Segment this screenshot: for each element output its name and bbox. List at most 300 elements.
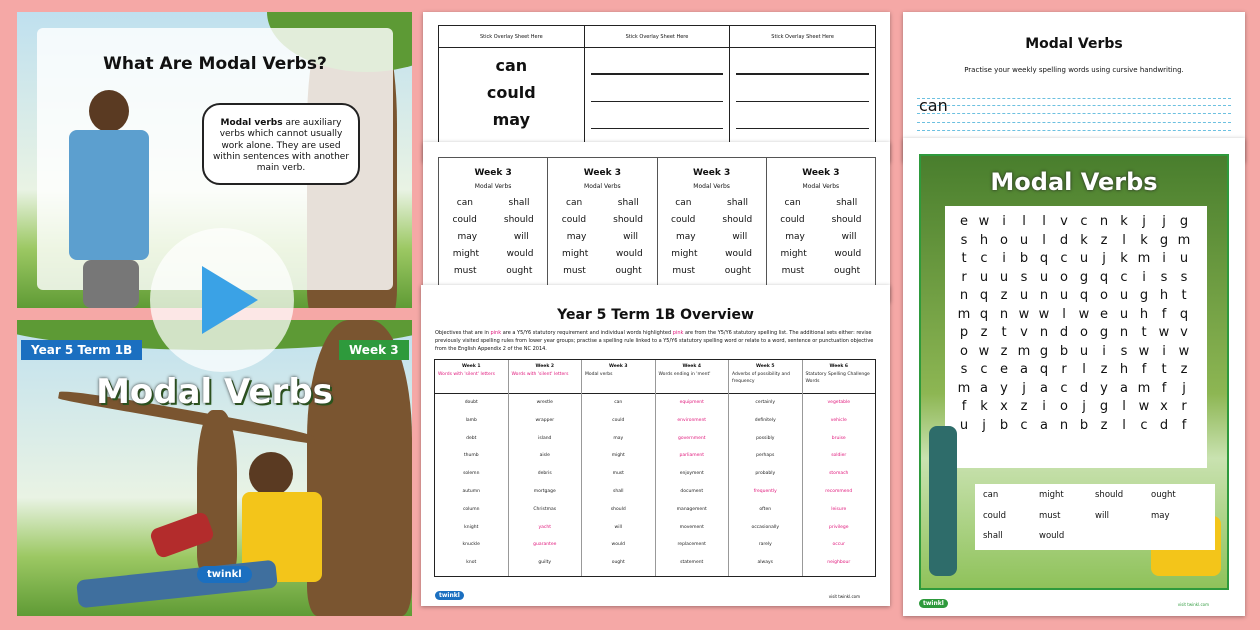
play-button[interactable] bbox=[150, 228, 294, 372]
word: must bbox=[563, 266, 586, 276]
grid-letter: c bbox=[1020, 417, 1028, 433]
grid-letter: k bbox=[1080, 232, 1088, 248]
word: could bbox=[671, 215, 696, 225]
grid-letter: f bbox=[1161, 380, 1167, 396]
overview-word: soldier bbox=[831, 453, 847, 459]
overview-word: island bbox=[538, 435, 552, 441]
grid-letter: s bbox=[960, 232, 968, 248]
week-label: Week 2 bbox=[535, 364, 555, 369]
grid-letter: f bbox=[1161, 306, 1167, 322]
overview-column-header bbox=[729, 360, 802, 394]
week-card-row bbox=[658, 232, 766, 249]
grid-letter: i bbox=[1102, 343, 1106, 359]
week-card-row bbox=[548, 232, 656, 249]
grid-letter: s bbox=[1120, 343, 1128, 359]
grid-letter: h bbox=[1159, 288, 1169, 303]
week-card-row bbox=[439, 232, 547, 249]
grid-letter: l bbox=[1042, 214, 1046, 229]
topic-label: Modal verbs bbox=[585, 372, 613, 377]
writing-lines bbox=[584, 48, 730, 148]
wordsearch-title: Modal Verbs bbox=[990, 168, 1158, 196]
week-badge: Week 3 bbox=[339, 340, 409, 360]
week-card-row bbox=[767, 266, 875, 283]
word: would bbox=[725, 249, 752, 259]
grid-letter: i bbox=[1162, 343, 1166, 359]
word: can bbox=[784, 198, 801, 208]
overview-column bbox=[435, 360, 508, 576]
overview-column bbox=[508, 360, 582, 576]
sheet-title: Modal Verbs bbox=[1025, 36, 1123, 52]
overview-word: certainly bbox=[755, 400, 776, 405]
grid-letter: m bbox=[1017, 343, 1031, 359]
overview-word: equipment bbox=[679, 400, 704, 405]
overview-column-header bbox=[582, 360, 655, 394]
overlay-header: Stick Overlay Sheet Here bbox=[584, 26, 730, 48]
overview-word: mortgage bbox=[533, 488, 556, 494]
boy-figure bbox=[929, 426, 957, 576]
grid-letter: u bbox=[959, 417, 969, 433]
word: would bbox=[834, 249, 862, 259]
overview-word: guarantee bbox=[533, 542, 557, 548]
grid-letter: g bbox=[1139, 288, 1149, 303]
overview-word: occasionally bbox=[751, 524, 780, 530]
week-card-row bbox=[658, 198, 766, 215]
overview-word: autumn bbox=[462, 488, 480, 494]
week-card-title: Week 3 bbox=[802, 168, 840, 178]
week-card-title: Week 3 bbox=[583, 168, 621, 178]
grid-letter: r bbox=[1061, 362, 1067, 377]
grid-letter: j bbox=[982, 417, 986, 433]
overview-word: yacht bbox=[538, 524, 551, 530]
grid-letter: z bbox=[1100, 362, 1108, 377]
overview-word: government bbox=[678, 435, 706, 441]
intro-text: are a Y5/Y6 statutory requirement and individual words highlighted bbox=[501, 330, 673, 336]
word: could bbox=[561, 215, 587, 225]
week-card-subtitle: Modal Verbs bbox=[693, 183, 730, 190]
bubble-text: are auxiliary verbs which cannot usually work alone. They are used within sentences with another main verb. bbox=[212, 118, 350, 173]
grid-letter: c bbox=[1120, 269, 1128, 285]
grid-letter: z bbox=[1100, 232, 1108, 248]
grid-letter: d bbox=[1159, 417, 1169, 433]
grid-letter: s bbox=[1180, 269, 1188, 285]
grid-letter: w bbox=[978, 343, 990, 359]
grid-letter: q bbox=[979, 306, 989, 322]
word: could bbox=[452, 215, 477, 225]
week-label: Week 6 bbox=[829, 364, 849, 369]
intro-pink: pink bbox=[490, 330, 502, 336]
grid-letter: u bbox=[1119, 288, 1129, 303]
footer-url: visit twinkl.com bbox=[1177, 602, 1209, 607]
grid-letter: c bbox=[1060, 251, 1068, 266]
overview-word: column bbox=[462, 506, 480, 512]
overview-word: could bbox=[612, 417, 625, 423]
grid-letter: o bbox=[1060, 269, 1068, 285]
word-list-item: ought bbox=[1151, 490, 1176, 500]
speech-bubble bbox=[202, 103, 360, 185]
grid-letter: l bbox=[1062, 306, 1066, 322]
grid-letter: l bbox=[1122, 417, 1126, 433]
grid-letter: j bbox=[1142, 214, 1146, 229]
overview-word: Christmas bbox=[533, 506, 557, 512]
grid-letter: u bbox=[1039, 269, 1049, 285]
grid-letter: y bbox=[1100, 380, 1108, 396]
grid-letter: f bbox=[1181, 417, 1187, 433]
grid-letter: g bbox=[1079, 269, 1089, 285]
week-card bbox=[439, 158, 547, 296]
cursive-word: can bbox=[919, 96, 948, 115]
grid-letter: c bbox=[980, 362, 988, 377]
overlay-table bbox=[438, 25, 876, 148]
overview-word: wrestle bbox=[536, 400, 553, 405]
grid-letter: z bbox=[1000, 288, 1008, 303]
grid-letter: m bbox=[957, 306, 971, 322]
overview-word: parliament bbox=[679, 453, 704, 459]
grid-letter: w bbox=[1138, 343, 1150, 359]
grid-letter: t bbox=[1161, 362, 1167, 377]
overlay-word: may bbox=[492, 110, 531, 129]
grid-letter: m bbox=[957, 380, 971, 396]
overview-word: knuckle bbox=[462, 542, 480, 548]
grid-letter: j bbox=[1162, 214, 1166, 229]
overview-word: might bbox=[611, 453, 625, 459]
intro-text: are from the Y5/Y6 statutory spelling list. The additional sets either: revise previously visited spelling rules from lower year groups; practise a spelling rule linked to a Y5/Y6 statutory spelling word or relate to a word, sentence or punctuation objective from the English Appendix 2 of the NC 2014. bbox=[435, 330, 874, 352]
week-card-row bbox=[548, 215, 656, 232]
overview-word: recommend bbox=[825, 488, 853, 494]
word: shall bbox=[508, 198, 530, 208]
week-card-row bbox=[439, 249, 547, 266]
week-cards-sheet bbox=[423, 142, 890, 302]
overview-word: will bbox=[614, 524, 622, 530]
grid-letter: l bbox=[1022, 214, 1026, 229]
word: may bbox=[785, 232, 805, 242]
overview-title: Year 5 Term 1B Overview bbox=[557, 307, 754, 323]
grid-letter: d bbox=[1059, 232, 1069, 248]
grid-letter: i bbox=[1042, 399, 1046, 414]
bubble-bold: Modal verbs bbox=[220, 118, 283, 128]
overview-word: movement bbox=[679, 524, 704, 530]
slide-title: Modal Verbs bbox=[96, 372, 333, 412]
overview-word: vehicle bbox=[830, 417, 847, 423]
grid-letter: s bbox=[1020, 269, 1028, 285]
week-card bbox=[657, 158, 766, 296]
grid-letter: i bbox=[1002, 251, 1006, 266]
tree-trunk bbox=[307, 320, 412, 616]
week-card-row bbox=[767, 249, 875, 266]
grid-letter: s bbox=[960, 362, 968, 377]
overview-column-header bbox=[509, 360, 582, 394]
grid-letter: b bbox=[1059, 343, 1069, 359]
word: shall bbox=[617, 198, 639, 208]
overview-word: often bbox=[759, 506, 772, 512]
grid-letter: o bbox=[1080, 325, 1088, 340]
overview-word: knight bbox=[464, 524, 479, 530]
grid-letter: k bbox=[1140, 232, 1148, 248]
grid-letter: o bbox=[1100, 288, 1108, 303]
boy-head bbox=[249, 452, 293, 496]
overlay-words-cell bbox=[439, 48, 585, 148]
week-card bbox=[766, 158, 875, 296]
slide-title: What Are Modal Verbs? bbox=[103, 54, 327, 74]
overview-word: replacement bbox=[677, 542, 706, 548]
overview-word: can bbox=[614, 400, 623, 405]
grid-letter: f bbox=[961, 399, 967, 414]
overlay-header: Stick Overlay Sheet Here bbox=[730, 26, 876, 48]
overview-column-header bbox=[656, 360, 729, 394]
word-list-item: can bbox=[983, 490, 999, 500]
grid-letter: u bbox=[1079, 343, 1089, 359]
grid-letter: t bbox=[1141, 325, 1147, 340]
overview-word: should bbox=[610, 506, 626, 512]
grid-letter: c bbox=[980, 251, 988, 266]
overlay-header: Stick Overlay Sheet Here bbox=[439, 26, 585, 48]
grid-letter: w bbox=[1018, 306, 1030, 322]
grid-letter: z bbox=[1100, 417, 1108, 433]
overview-word: environment bbox=[677, 417, 707, 423]
wordsearch-grid-box bbox=[945, 206, 1207, 468]
word: can bbox=[456, 198, 473, 208]
grid-letter: m bbox=[1137, 380, 1151, 396]
grid-letter: t bbox=[1181, 288, 1187, 303]
grid-letter: u bbox=[1019, 232, 1029, 248]
week-card-row bbox=[658, 215, 766, 232]
word: ought bbox=[506, 266, 533, 276]
grid-letter: v bbox=[1020, 325, 1028, 340]
week-label: Week 4 bbox=[682, 364, 702, 369]
word-list-item: would bbox=[1039, 531, 1065, 542]
writing-lines bbox=[730, 48, 876, 148]
overview-word: wrapper bbox=[535, 417, 555, 423]
grid-letter: m bbox=[1137, 251, 1151, 266]
intro-text: Objectives that are in bbox=[435, 330, 491, 336]
grid-letter: w bbox=[1178, 343, 1190, 359]
week-cards-grid bbox=[438, 157, 876, 297]
word: must bbox=[781, 266, 805, 276]
grid-letter: n bbox=[1039, 325, 1049, 340]
grid-letter: w bbox=[1038, 306, 1050, 322]
week-card-subtitle: Modal Verbs bbox=[802, 183, 840, 190]
overview-word: probably bbox=[755, 471, 776, 477]
week-label: Week 3 bbox=[608, 364, 628, 369]
overview-word: aisle bbox=[539, 453, 550, 459]
grid-letter: n bbox=[999, 306, 1009, 322]
overview-table bbox=[434, 359, 876, 577]
overview-word: guilty bbox=[538, 560, 552, 566]
word: shall bbox=[727, 198, 748, 208]
grid-letter: b bbox=[999, 417, 1009, 433]
word: may bbox=[457, 232, 478, 242]
word: ought bbox=[833, 266, 861, 276]
grid-letter: u bbox=[1119, 306, 1129, 322]
grid-letter: h bbox=[979, 232, 989, 248]
grid-letter: v bbox=[1060, 214, 1068, 229]
week-card-row bbox=[439, 215, 547, 232]
word-list-item: shall bbox=[983, 531, 1003, 542]
word: can bbox=[566, 198, 583, 208]
word: ought bbox=[615, 266, 642, 276]
grid-letter: z bbox=[1180, 362, 1188, 377]
grid-letter: x bbox=[1000, 399, 1008, 414]
grid-letter: o bbox=[1060, 399, 1068, 414]
twinkl-logo: twinkl bbox=[435, 591, 464, 600]
overview-word: perhaps bbox=[756, 453, 775, 459]
word: should bbox=[613, 215, 643, 225]
grid-letter: a bbox=[980, 380, 988, 396]
grid-letter: n bbox=[1039, 288, 1049, 303]
overlay-sheet bbox=[423, 12, 890, 162]
grid-letter: y bbox=[1000, 380, 1008, 396]
overview-word: solemn bbox=[463, 471, 480, 477]
grid-letter: g bbox=[1179, 214, 1189, 229]
week-card-subtitle: Modal Verbs bbox=[474, 183, 512, 190]
grid-letter: h bbox=[1119, 362, 1129, 377]
week-card-row bbox=[658, 249, 766, 266]
wordsearch-sheet bbox=[903, 138, 1245, 616]
word-list-item: should bbox=[1095, 490, 1124, 500]
overview-column bbox=[802, 360, 876, 576]
grid-letter: x bbox=[1160, 399, 1168, 414]
twinkl-logo: twinkl bbox=[197, 566, 252, 583]
grid-letter: w bbox=[1138, 399, 1150, 414]
grid-letter: k bbox=[1120, 214, 1128, 229]
footer-url: visit twinkl.com bbox=[828, 594, 860, 599]
boy-head bbox=[89, 90, 129, 132]
overview-word: neighbour bbox=[827, 560, 851, 566]
grid-letter: j bbox=[1082, 399, 1086, 414]
word: must bbox=[672, 266, 696, 276]
sheet-instruction: Practise your weekly spelling words using cursive handwriting. bbox=[964, 66, 1184, 74]
overview-intro bbox=[435, 330, 880, 353]
week-card-row bbox=[767, 198, 875, 215]
tree-trunk-small bbox=[197, 410, 237, 570]
week-card bbox=[547, 158, 656, 296]
grid-letter: q bbox=[1039, 251, 1049, 266]
year-term-badge: Year 5 Term 1B bbox=[21, 340, 142, 360]
overview-word: shall bbox=[613, 488, 624, 494]
overview-word: occur bbox=[832, 542, 845, 548]
week-card-title: Week 3 bbox=[474, 168, 512, 178]
grid-letter: u bbox=[1019, 288, 1029, 303]
grid-letter: c bbox=[1140, 417, 1148, 433]
overview-word: ought bbox=[611, 560, 625, 566]
word: can bbox=[675, 198, 692, 208]
overview-column-header bbox=[435, 360, 508, 394]
word: might bbox=[452, 249, 480, 259]
overview-word: possibly bbox=[756, 435, 775, 441]
topic-label: Statutory Spelling Challenge Words bbox=[805, 372, 870, 384]
week-card-subtitle: Modal Verbs bbox=[584, 183, 621, 190]
word: should bbox=[831, 215, 862, 225]
overview-word: rarely bbox=[758, 542, 772, 548]
word: may bbox=[675, 232, 696, 242]
word-list-item: must bbox=[1039, 510, 1061, 521]
topic-label: Words with 'silent' letters bbox=[438, 372, 495, 377]
grid-letter: a bbox=[1020, 362, 1028, 377]
grid-letter: l bbox=[1082, 362, 1086, 377]
grid-letter: q bbox=[1039, 362, 1049, 377]
wordsearch-grid bbox=[954, 214, 1198, 433]
grid-letter: n bbox=[959, 288, 969, 303]
grid-letter: u bbox=[979, 269, 989, 285]
word: would bbox=[615, 249, 643, 259]
word: would bbox=[506, 249, 534, 259]
word: will bbox=[732, 232, 748, 242]
grid-letter: e bbox=[1100, 306, 1108, 322]
guide-line bbox=[917, 98, 1231, 99]
week-card-row bbox=[439, 266, 547, 283]
grid-letter: v bbox=[1180, 325, 1188, 340]
overview-word: would bbox=[611, 542, 625, 548]
overview-word: vegetable bbox=[827, 400, 850, 405]
guide-line bbox=[917, 130, 1231, 131]
grid-letter: q bbox=[979, 288, 989, 303]
word: shall bbox=[836, 198, 858, 208]
grid-letter: u bbox=[1079, 251, 1089, 266]
overview-word: doubt bbox=[464, 400, 478, 405]
grid-letter: s bbox=[1160, 269, 1168, 285]
word: will bbox=[513, 232, 529, 242]
word: should bbox=[722, 215, 753, 225]
week-card-row bbox=[548, 198, 656, 215]
grid-letter: a bbox=[1040, 417, 1048, 433]
week-card-title: Week 3 bbox=[693, 168, 731, 178]
grid-letter: a bbox=[1120, 380, 1128, 396]
overview-word: definitely bbox=[754, 417, 776, 423]
grid-letter: m bbox=[1177, 232, 1191, 248]
overview-word: statement bbox=[680, 560, 704, 566]
word-list-item: may bbox=[1151, 510, 1170, 521]
grid-letter: q bbox=[1099, 269, 1109, 285]
grid-letter: l bbox=[1122, 399, 1126, 414]
overview-word: management bbox=[676, 506, 707, 512]
overview-word: always bbox=[757, 560, 773, 566]
grid-letter: i bbox=[1142, 269, 1146, 285]
word-list bbox=[975, 484, 1215, 550]
grid-letter: z bbox=[980, 325, 988, 340]
grid-letter: k bbox=[1120, 251, 1128, 266]
grid-letter: w bbox=[978, 214, 990, 229]
topic-label: Words ending in 'ment' bbox=[658, 372, 711, 377]
word-list-item: could bbox=[983, 510, 1007, 521]
word: could bbox=[780, 215, 805, 225]
word: will bbox=[623, 232, 639, 242]
grid-letter: q bbox=[1179, 306, 1189, 322]
grid-letter: j bbox=[1182, 380, 1186, 396]
grid-letter: n bbox=[1119, 325, 1129, 340]
wordsearch-frame bbox=[919, 154, 1229, 590]
grid-letter: g bbox=[1039, 343, 1049, 359]
grid-letter: w bbox=[1158, 325, 1170, 340]
grid-letter: n bbox=[1099, 214, 1109, 229]
word: might bbox=[780, 249, 807, 259]
grid-letter: t bbox=[1001, 325, 1007, 340]
grid-letter: r bbox=[961, 269, 967, 285]
overview-column bbox=[655, 360, 729, 576]
word-list-item: will bbox=[1095, 510, 1110, 521]
word: might bbox=[562, 249, 589, 259]
week-label: Week 1 bbox=[461, 364, 481, 369]
word: ought bbox=[724, 266, 751, 276]
overview-word: may bbox=[613, 435, 624, 441]
grid-letter: o bbox=[960, 343, 968, 359]
guide-line bbox=[917, 113, 1231, 114]
week-label: Week 5 bbox=[755, 364, 775, 369]
grid-letter: i bbox=[1162, 251, 1166, 266]
grid-letter: g bbox=[1099, 399, 1109, 414]
topic-label: Words with 'silent' letters bbox=[511, 372, 569, 377]
grid-letter: o bbox=[1000, 232, 1008, 248]
week-card-row bbox=[658, 266, 766, 283]
overview-word: enjoyment bbox=[679, 471, 704, 477]
